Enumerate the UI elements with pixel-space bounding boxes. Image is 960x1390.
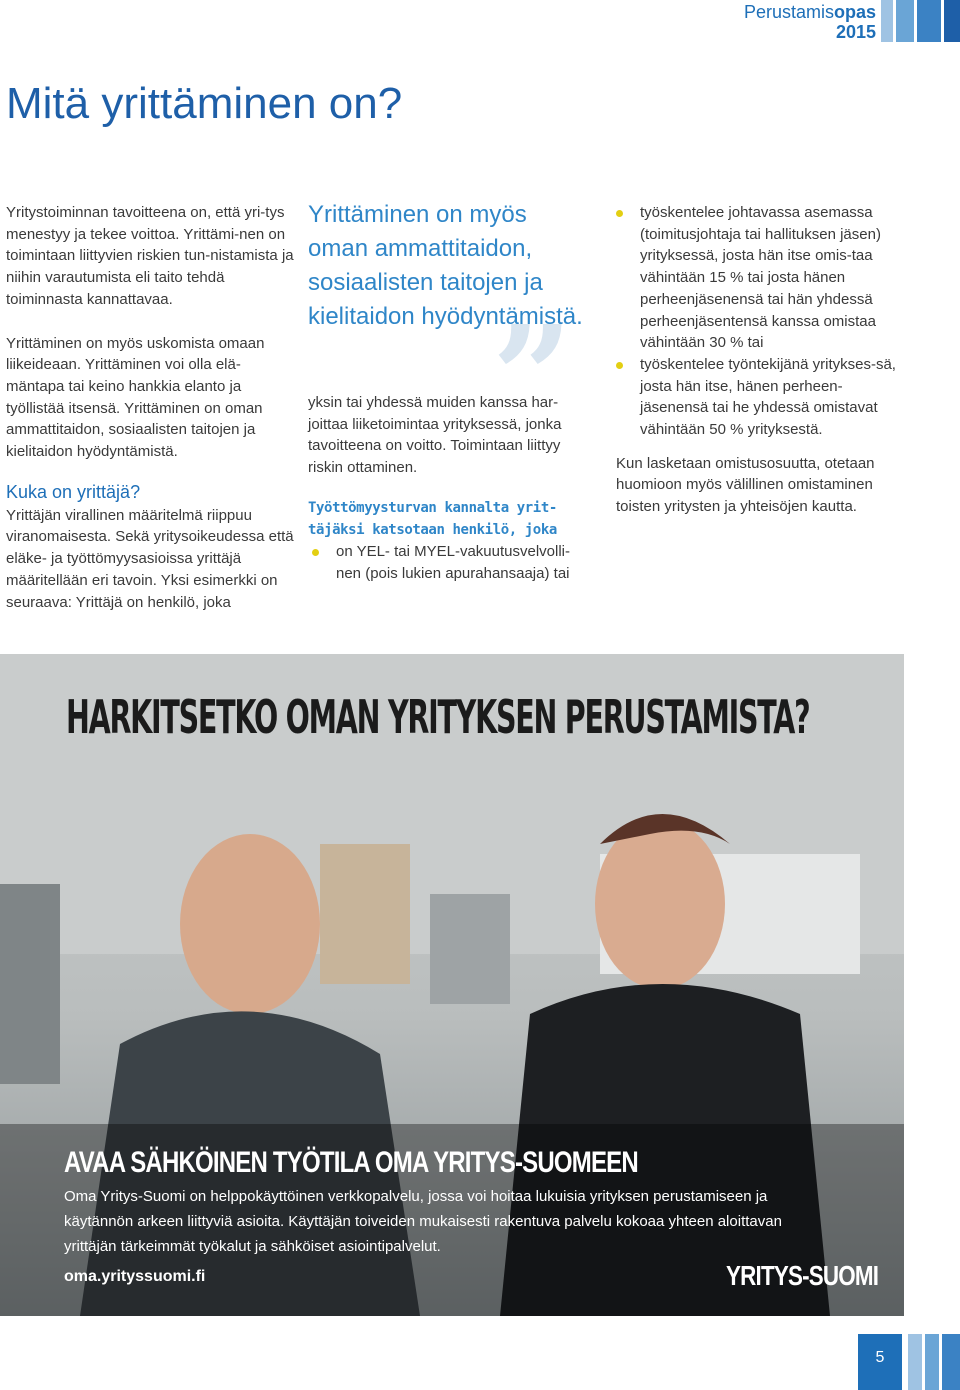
brand-name-part1: Perustamis bbox=[743, 2, 834, 22]
paragraph: Yritystoiminnan tavoitteena on, että yri-tys menestyy ja tekee voittoa. Yrittämi-nen on toimintaan liittyvien riskien tun-nistamista ja niihin varautumista eli taito tehdä toiminnasta kannattavaa. bbox=[6, 204, 294, 308]
list-item-text: on YEL- tai MYEL-vakuutusvelvolli-nen (pois lukien apurahansaaja) tai bbox=[336, 542, 570, 582]
color-bar bbox=[881, 0, 893, 42]
pull-quote: Yrittäminen on myös oman ammattitaidon, sosiaalisten taitojen ja kielitaidon hyödyntämistä. bbox=[308, 201, 583, 330]
bullet-icon bbox=[312, 549, 319, 556]
ad-url-link[interactable]: oma.yrityssuomi.fi bbox=[64, 1268, 206, 1285]
bullet-icon bbox=[616, 210, 623, 217]
list-item bbox=[308, 541, 588, 584]
section-heading: Kuka on yrittäjä? bbox=[6, 481, 141, 502]
page-title: Mitä yrittäminen on? bbox=[6, 79, 403, 128]
advertisement[interactable] bbox=[0, 654, 904, 1316]
header-color-bars bbox=[881, 0, 960, 42]
bullet-icon bbox=[616, 362, 623, 369]
quote-mark-icon: ” bbox=[492, 296, 573, 460]
list-item-text: työskentelee työntekijänä yritykses-sä, josta hän itse, hänen perheen-jäsenensä tai he yhdessä omistavat vähintään 50 % yrityksestä. bbox=[640, 355, 896, 439]
color-bar bbox=[925, 1334, 939, 1390]
brand-name-part2: opas bbox=[833, 2, 876, 22]
ad-headline: HARKITSETKO OMAN YRITYKSEN PERUSTAMISTA? bbox=[66, 690, 810, 744]
paragraph: yksin tai yhdessä muiden kanssa har-joittaa liiketoimintaa yrityksessä, jonka tavoitteena on voitto. Toimintaan liittyy riskin ottaminen. bbox=[308, 394, 562, 477]
list-item bbox=[612, 202, 902, 354]
footer-color-bars bbox=[908, 1334, 960, 1390]
publication-brand bbox=[744, 2, 876, 42]
page-number: 5 bbox=[858, 1334, 902, 1390]
list-item bbox=[612, 354, 902, 441]
color-bar bbox=[908, 1334, 922, 1390]
bullet-list bbox=[612, 202, 902, 441]
bullet-list bbox=[308, 541, 588, 584]
list-item-text: työskentelee johtavassa asemassa (toimitusjohtaja tai hallituksen jäsen) yrityksessä, josta hän itse omis-taa vähintään 15 % tai josta hänen perheenjäsenensä tai hän yhdessä perheenjäsentensä kanssa omistaa vähintään 30 % tai bbox=[640, 204, 881, 352]
paragraph: Kun lasketaan omistusosuutta, otetaan huomioon myös välillinen omistaminen toisten yritysten ja yhteisöjen kautta. bbox=[616, 454, 875, 516]
ad-subheadline: AVAA SÄHKÖINEN TYÖTILA OMA YRITYS-SUOMEEN bbox=[64, 1146, 638, 1179]
brand-year: 2015 bbox=[835, 22, 876, 42]
paragraph: Yrittäminen on myös uskomista omaan liikeideaan. Yrittäminen voi olla elä-mäntapa tai keino hankkia elanto ja työllistää itsensä. Yrittäminen on oman ammattitaidon, sosiaalisten taitojen ja kielitaidon hyödyntämistä. bbox=[6, 334, 265, 461]
yritys-suomi-logo: YRITYS-SUOMI bbox=[726, 1260, 879, 1291]
column-2 bbox=[308, 198, 588, 584]
subheading: Työttömyysturvan kannalta yrit-täjäksi katsotaan henkilö, joka bbox=[308, 499, 557, 538]
color-bar bbox=[896, 0, 914, 42]
color-bar bbox=[917, 0, 941, 42]
column-3 bbox=[612, 202, 902, 518]
column-1 bbox=[6, 202, 298, 635]
paragraph: Yrittäjän virallinen määritelmä riippuu viranomaisesta. Sekä yritysoikeudessa että eläke- ja työttömyysasioissa yrittäjä määritellään eri tavoin. Yksi esimerkki on seuraava: Yrittäjä on henkilö, joka bbox=[6, 506, 294, 611]
color-bar bbox=[942, 1334, 960, 1390]
color-bar bbox=[944, 0, 960, 42]
ad-body-text: Oma Yritys-Suomi on helppokäyttöinen verkkopalvelu, jossa voi hoitaa lukuisia yrityksen perustamiseen ja käytännön arkeen liittyviä asioita. Käyttäjän toiveiden mukaisesti rakentuva palvelu kokoaa yhteen aloittavan yrittäjän tärkeimmät työkalut ja sähköiset asiointipalvelut. bbox=[64, 1188, 782, 1255]
